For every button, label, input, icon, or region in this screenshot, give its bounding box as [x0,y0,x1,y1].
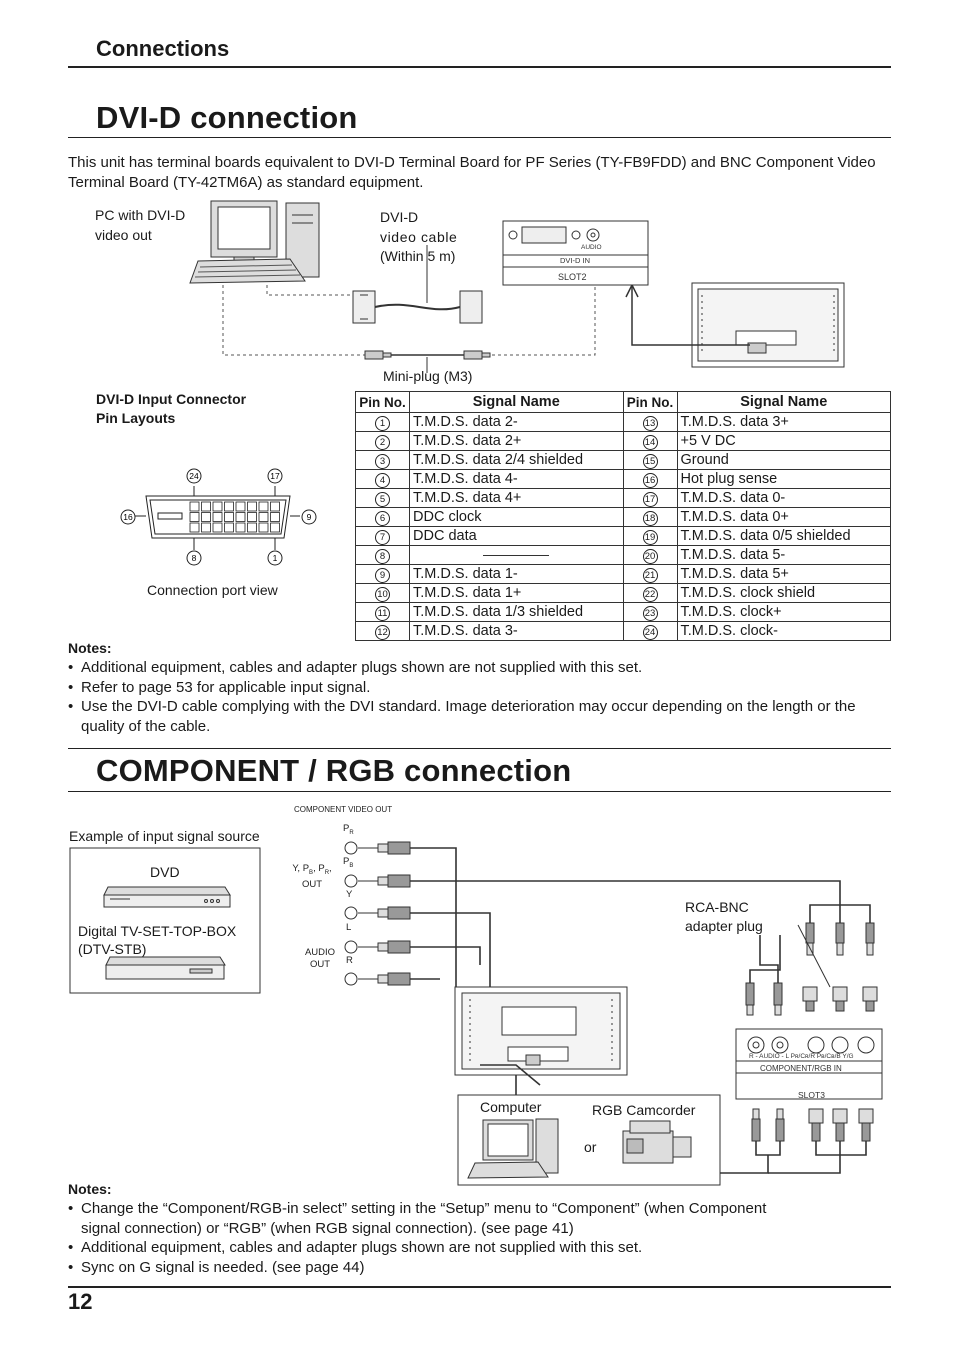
camcorder-label: RGB Camcorder [592,1102,696,1118]
pin-number-cell [356,546,410,565]
rca-bnc-adapter [803,923,817,1011]
pin-row [356,413,891,432]
board-slot-label: SLOT2 [558,272,587,282]
pc-icon [190,201,319,283]
connector-pin [202,502,211,511]
connector-pin [190,502,199,511]
pin-number-cell [356,584,410,603]
pin-label-8: 8 [191,553,197,563]
pin-row [356,489,891,508]
dvi-notes-title: Notes: [68,640,112,656]
adapter-label-1: RCA-BNC [685,899,749,915]
pin-number: 21 [643,568,658,583]
component-title-rule [68,791,891,792]
signal-name-cell: Hot plug sense [677,470,891,489]
display-rear-icon-2 [455,987,627,1075]
dvi-intro: This unit has terminal boards equivalent to DVI-D Terminal Board for PF Series (TY-FB9FDD) and BNC Component Video Terminal Board (TY-42TM6A) as standard equipment. [68,154,876,191]
connector-pin [213,502,222,511]
dvi-title-rule [68,137,891,138]
ypbpr-out-label: Y, $P_B$, $P_R$, OUT [292,863,332,890]
signal-name-cell [410,546,624,565]
pin-number: 24 [643,625,658,640]
signal-name-cell: T.M.D.S. data 0/5 shielded [677,527,891,546]
audio-plug [776,1109,784,1141]
pin-number-cell [623,489,677,508]
rca-plug [358,973,410,985]
pin-row [356,470,891,489]
empty-signal-dash [483,555,549,556]
component-title: COMPONENT / RGB connection [96,753,572,788]
dvi-note: • Use the DVI-D cable complying with the DVI standard. Image deterioration may occur depending on the length or the quality of the cable. [68,697,891,736]
component-video-out-label: COMPONENT VIDEO OUT [294,805,393,814]
cable-label-2: video cable [380,229,458,245]
signal-name-cell: T.M.D.S. clock shield [677,584,891,603]
pin-number-cell [623,527,677,546]
component-notes-title: Notes: [68,1181,112,1197]
signal-name-cell: T.M.D.S. data 0- [677,489,891,508]
signal-name-cell: T.M.D.S. data 4+ [410,489,624,508]
pin-number: 17 [643,492,658,507]
signal-name-cell: T.M.D.S. data 5- [677,546,891,565]
signal-name-cell: T.M.D.S. data 3+ [677,413,891,432]
component-note: • Additional equipment, cables and adapter plugs shown are not supplied with this set. [68,1238,768,1258]
pin-number-cell [356,470,410,489]
dvd-label: DVD [150,864,180,880]
pin-label-1: 1 [272,553,278,563]
pin-table [355,391,891,641]
pin-number: 3 [375,454,390,469]
signal-name-cell: Ground [677,451,891,470]
bnc-plug [859,1109,873,1141]
pin-label-16: 16 [123,512,133,522]
board-slot3-label: SLOT3 [798,1090,825,1100]
rca-bnc-adapter [833,923,847,1011]
header-rule [68,66,891,68]
jack-y-label: Y [346,889,353,900]
dvi-notes [68,658,891,736]
signal-name-cell: DDC clock [410,508,624,527]
connector-pin [271,513,280,522]
connector-pin [190,513,199,522]
pin-number-cell [356,508,410,527]
pin-number: 12 [375,625,390,640]
pin-number-cell [623,622,677,641]
jack-l-label: L [346,922,352,933]
pin-number-cell [623,413,677,432]
signal-name-cell: T.M.D.S. clock- [677,622,891,641]
connector-pin [259,502,268,511]
pin-number: 11 [375,606,390,621]
pin-label-9: 9 [306,512,312,522]
pin-layout-title-2: Pin Layouts [96,410,176,426]
signal-name-cell: T.M.D.S. data 2/4 shielded [410,451,624,470]
pin-number-cell [356,622,410,641]
connector-pin [202,513,211,522]
connector-pin [259,523,268,532]
rca-plug [358,941,410,953]
cable-label-3: (Within 5 m) [380,248,456,264]
pin-number: 18 [643,511,658,526]
connector-pin [236,502,245,511]
connector-pin [213,523,222,532]
pin-number-cell [356,603,410,622]
bnc-plug [833,1109,847,1141]
connector-pin [190,523,199,532]
th-pin-no-2: Pin No. [623,392,677,413]
pin-number-cell [623,470,677,489]
dvd-player-icon [104,887,230,907]
pin-number: 22 [643,587,658,602]
example-label: Example of input signal source [69,828,260,844]
stb-label-2: (DTV-STB) [78,941,147,957]
pin-label-24: 24 [189,471,199,481]
signal-name-cell: T.M.D.S. data 5+ [677,565,891,584]
pin-number: 8 [375,549,390,564]
connector-pin [236,513,245,522]
pin-number-cell [356,451,410,470]
pin-number-cell [623,432,677,451]
component-note: • Sync on G signal is needed. (see page 44) [68,1258,768,1278]
connector-pin [248,502,257,511]
connector-pin [236,523,245,532]
component-top-rule [68,748,891,749]
pin-number: 23 [643,606,658,621]
pin-number: 6 [375,511,390,526]
dvi-note: • Refer to page 53 for applicable input signal. [68,678,891,698]
pin-row [356,622,891,641]
component-connection-diagram [60,815,890,1195]
connector-pin [225,502,234,511]
dvi-connector-drawing [118,466,328,570]
jack-pb-label: $P_B$ [343,856,354,869]
port-view-caption: Connection port view [147,582,278,598]
pin-number-cell [356,432,410,451]
audio-out-label: AUDIO OUT [304,947,336,970]
pc-label-2: video out [95,227,152,243]
pin-number: 4 [375,473,390,488]
pin-row [356,527,891,546]
pin-number-cell [623,603,677,622]
pin-number-cell [356,565,410,584]
page-number: 12 [68,1289,93,1314]
pin-number: 2 [375,435,390,450]
or-label: or [584,1139,597,1155]
pin-row [356,546,891,565]
pin-row [356,565,891,584]
computer-label: Computer [480,1099,542,1115]
signal-name-cell: T.M.D.S. data 2+ [410,432,624,451]
connector-pin [271,523,280,532]
pin-row [356,432,891,451]
th-signal-name-2: Signal Name [677,392,891,413]
component-note: • Change the “Component/RGB-in select” setting in the “Setup” menu to “Component” (when Component signal connection) or “RGB” (when RGB signal connection). (see page 41) [68,1199,768,1238]
pin-number: 14 [643,435,658,450]
connector-pin [213,513,222,522]
signal-name-cell: T.M.D.S. data 1- [410,565,624,584]
bnc-plug [809,1109,823,1141]
pin-number: 15 [643,454,658,469]
board-in-label: COMPONENT/RGB IN [760,1064,842,1073]
rca-plug-vertical [774,983,782,1015]
jack-pr-label: $P_R$ [343,823,354,836]
pin-label-17: 17 [270,471,280,481]
pin-row [356,584,891,603]
rca-bnc-adapter [863,923,877,1011]
signal-name-cell: T.M.D.S. data 3- [410,622,624,641]
pin-row [356,603,891,622]
pin-number: 10 [375,587,390,602]
pin-number-cell [623,584,677,603]
signal-name-cell: T.M.D.S. data 0+ [677,508,891,527]
adapter-label-2: adapter plug [685,918,763,934]
audio-plug [752,1109,760,1141]
dvi-note: • Additional equipment, cables and adapter plugs shown are not supplied with this set. [68,658,891,678]
rca-plug [358,842,410,854]
board-jack-labels: R - AUDIO - L Pʀ/Cʀ/R Pʙ/Cʙ/B Y/G [749,1053,854,1060]
connector-pin [225,513,234,522]
pc-label-1: PC with DVI-D [95,207,186,223]
signal-name-cell: +5 V DC [677,432,891,451]
board-dvi-in-label: DVI-D IN [560,256,590,265]
th-pin-no: Pin No. [356,392,410,413]
signal-name-cell: T.M.D.S. data 1+ [410,584,624,603]
stb-label-1: Digital TV-SET-TOP-BOX [78,923,237,939]
pin-layout-title-1: DVI-D Input Connector [96,391,247,407]
pin-number-cell [356,527,410,546]
pin-number: 16 [643,473,658,488]
signal-name-cell: T.M.D.S. data 4- [410,470,624,489]
display-rear-icon [692,283,844,367]
pin-number: 9 [375,568,390,583]
jack-r-label: R [346,955,353,966]
pin-number-cell [623,565,677,584]
pin-number-cell [623,451,677,470]
component-notes [68,1199,768,1277]
pin-number: 1 [375,416,390,431]
pin-number: 13 [643,416,658,431]
connector-pin [248,523,257,532]
rca-plug-vertical [746,983,754,1015]
cable-label-1: DVI-D [380,209,419,225]
dvi-title: DVI-D connection [96,100,358,135]
footer-rule [68,1286,891,1288]
rca-plug [358,875,410,887]
connector-pin [202,523,211,532]
signal-name-cell: T.M.D.S. data 1/3 shielded [410,603,624,622]
pin-number: 7 [375,530,390,545]
signal-name-cell: DDC data [410,527,624,546]
pin-number: 20 [643,549,658,564]
pin-row [356,508,891,527]
pin-number: 5 [375,492,390,507]
stb-icon [106,957,225,979]
signal-name-cell: T.M.D.S. clock+ [677,603,891,622]
connector-pin [259,513,268,522]
miniplug-label: Mini-plug (M3) [383,368,473,384]
board-audio-label: AUDIO [581,244,602,251]
th-signal-name: Signal Name [410,392,624,413]
pin-number-cell [623,508,677,527]
connector-pin [225,523,234,532]
pin-number-cell [356,489,410,508]
pin-number-cell [623,546,677,565]
pin-number-cell [356,413,410,432]
pin-number: 19 [643,530,658,545]
pin-row [356,451,891,470]
connector-pin [271,502,280,511]
rca-plug [358,907,410,919]
section-heading: Connections [96,36,230,61]
connector-pin [248,513,257,522]
signal-name-cell: T.M.D.S. data 2- [410,413,624,432]
